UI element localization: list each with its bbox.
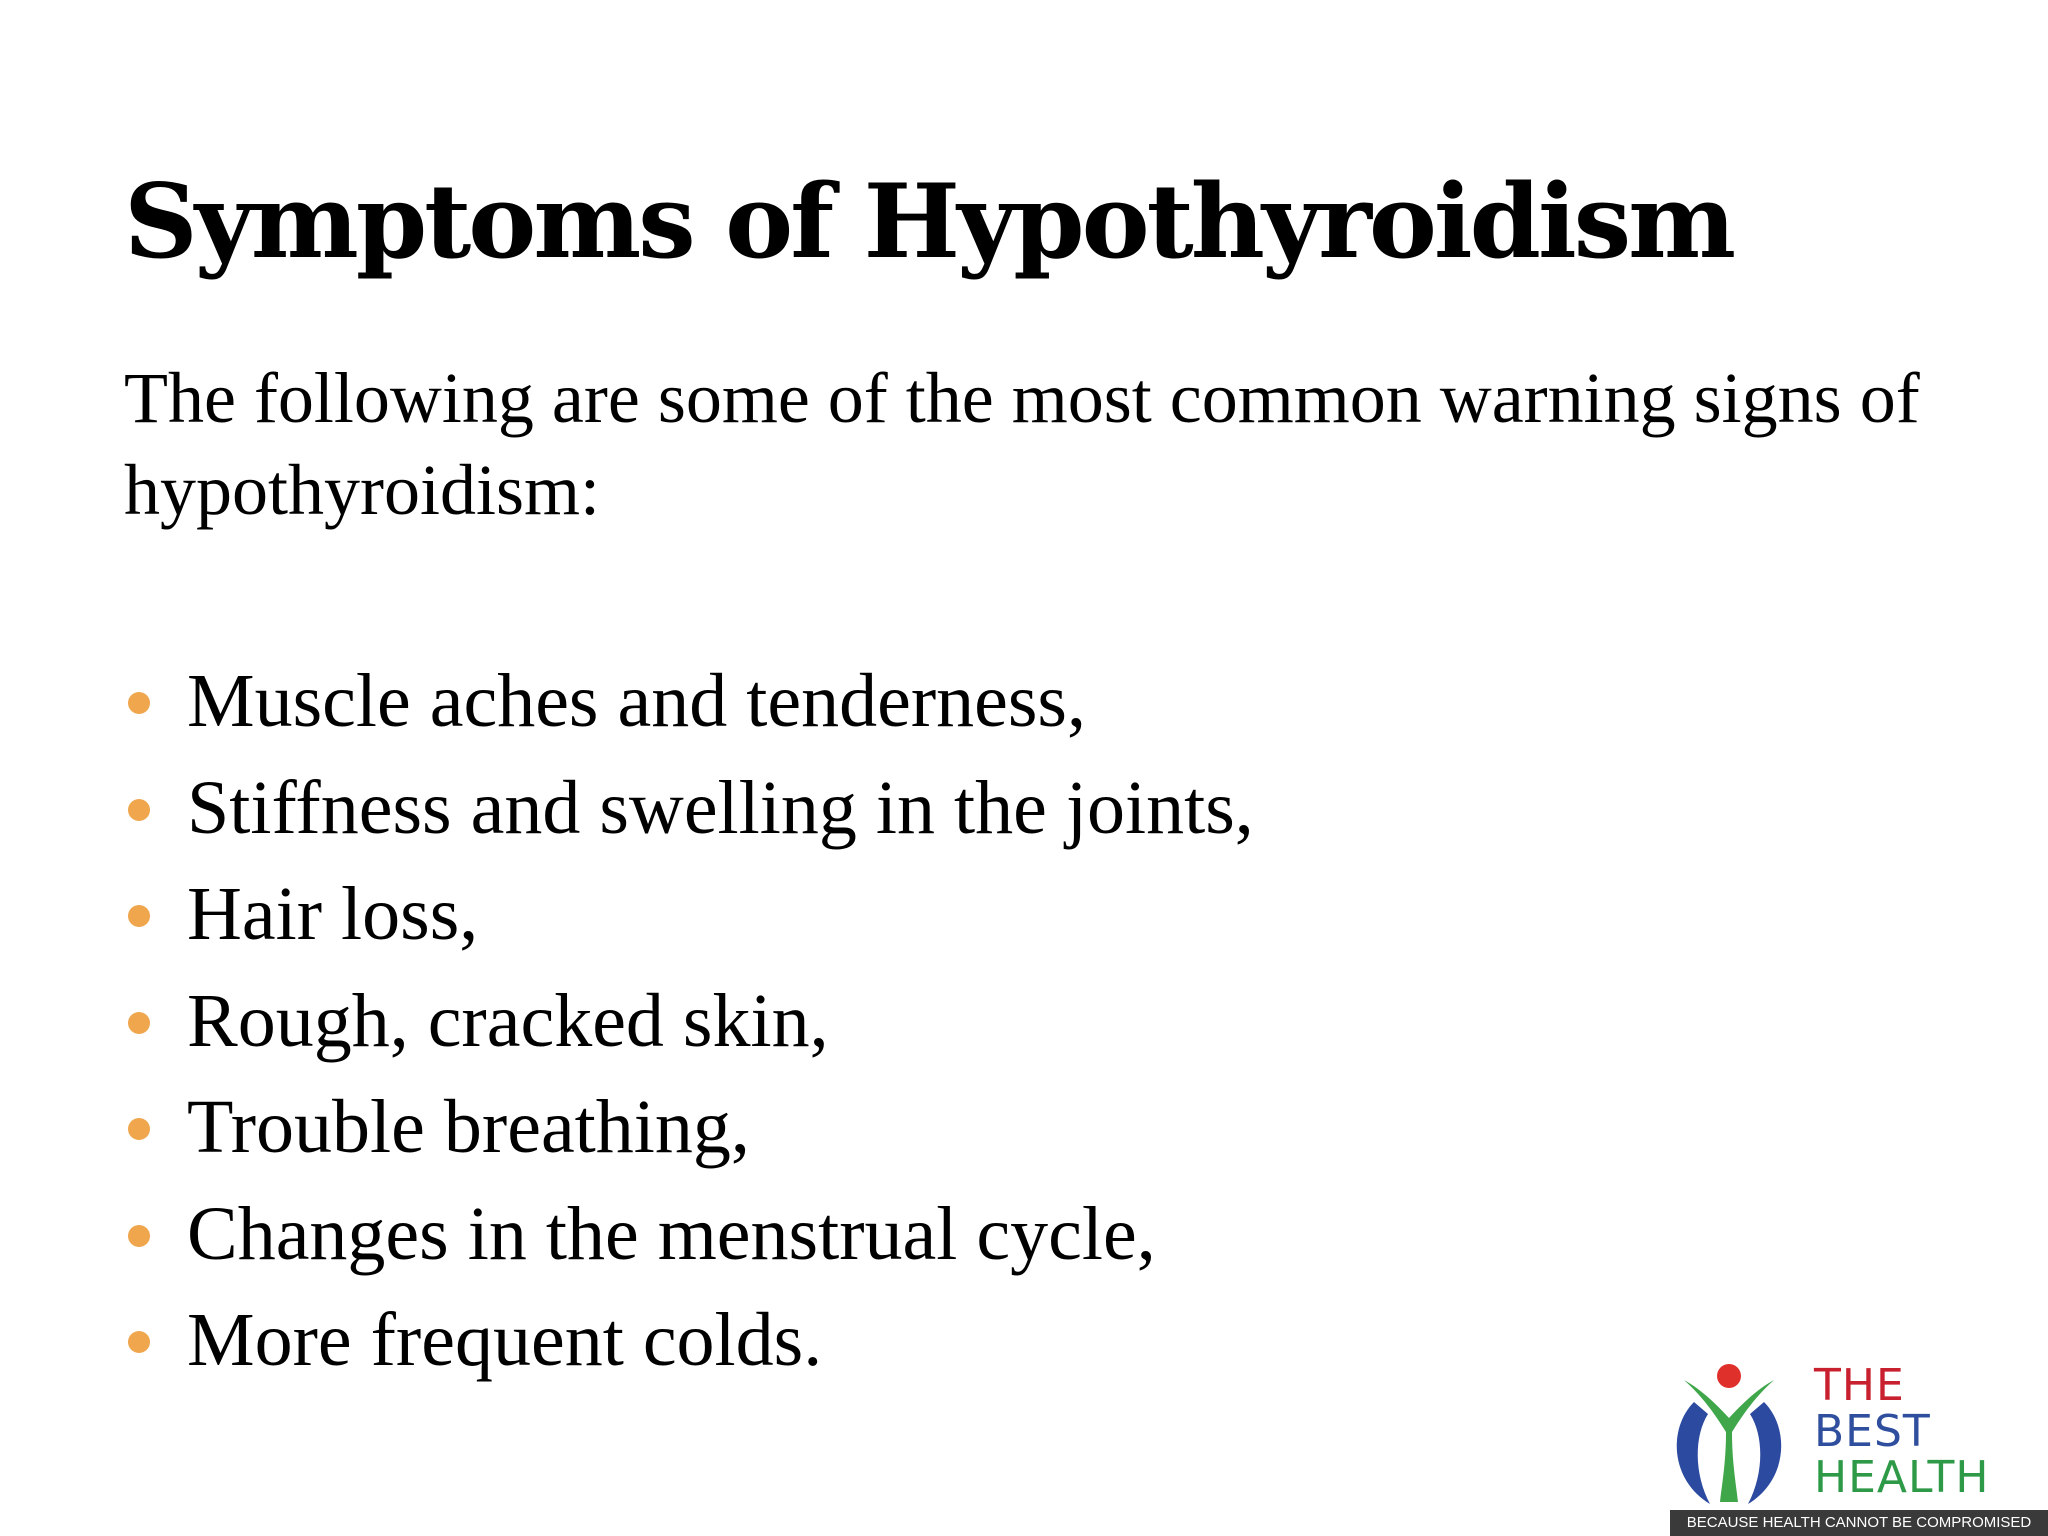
brand-logo: [1664, 1362, 2048, 1536]
list-item-text: Changes in the menstrual cycle,: [187, 1191, 1156, 1276]
list-item: [124, 968, 1254, 1075]
bullet-dot-icon: [128, 1012, 150, 1034]
list-item: [124, 1287, 1254, 1394]
intro-text: The following are some of the most common warning signs of hypothyroidism:: [124, 358, 1920, 530]
symptom-list: [124, 648, 1254, 1394]
list-item: [124, 861, 1254, 968]
bullet-dot-icon: [128, 905, 150, 927]
bullet-dot-icon: [128, 1225, 150, 1247]
list-item-text: Trouble breathing,: [187, 1085, 750, 1169]
list-item-text: More frequent colds.: [187, 1298, 823, 1382]
logo-tagline: BECAUSE HEALTH CANNOT BE COMPROMISED: [1670, 1510, 2048, 1536]
slide-title: Symptoms of Hypothyroidism: [124, 162, 1734, 282]
list-item: [124, 1074, 1254, 1181]
list-item-text: Muscle aches and tenderness,: [187, 659, 1087, 743]
bullet-dot-icon: [128, 692, 150, 714]
list-item: [124, 755, 1254, 862]
person-figure-icon: [1664, 1362, 1794, 1510]
bullet-dot-icon: [128, 1331, 150, 1353]
logo-word-health: HEALTH: [1814, 1452, 1990, 1503]
logo-word-the: THE: [1814, 1360, 1905, 1411]
bullet-dot-icon: [128, 799, 150, 821]
bullet-dot-icon: [128, 1118, 150, 1140]
logo-word-best: BEST: [1814, 1406, 1931, 1457]
list-item: [124, 1181, 1254, 1288]
list-item-text: Stiffness and swelling in the joints,: [187, 765, 1254, 850]
list-item: [124, 648, 1254, 755]
list-item-text: Hair loss,: [187, 872, 479, 956]
list-item-text: Rough, cracked skin,: [187, 978, 829, 1063]
